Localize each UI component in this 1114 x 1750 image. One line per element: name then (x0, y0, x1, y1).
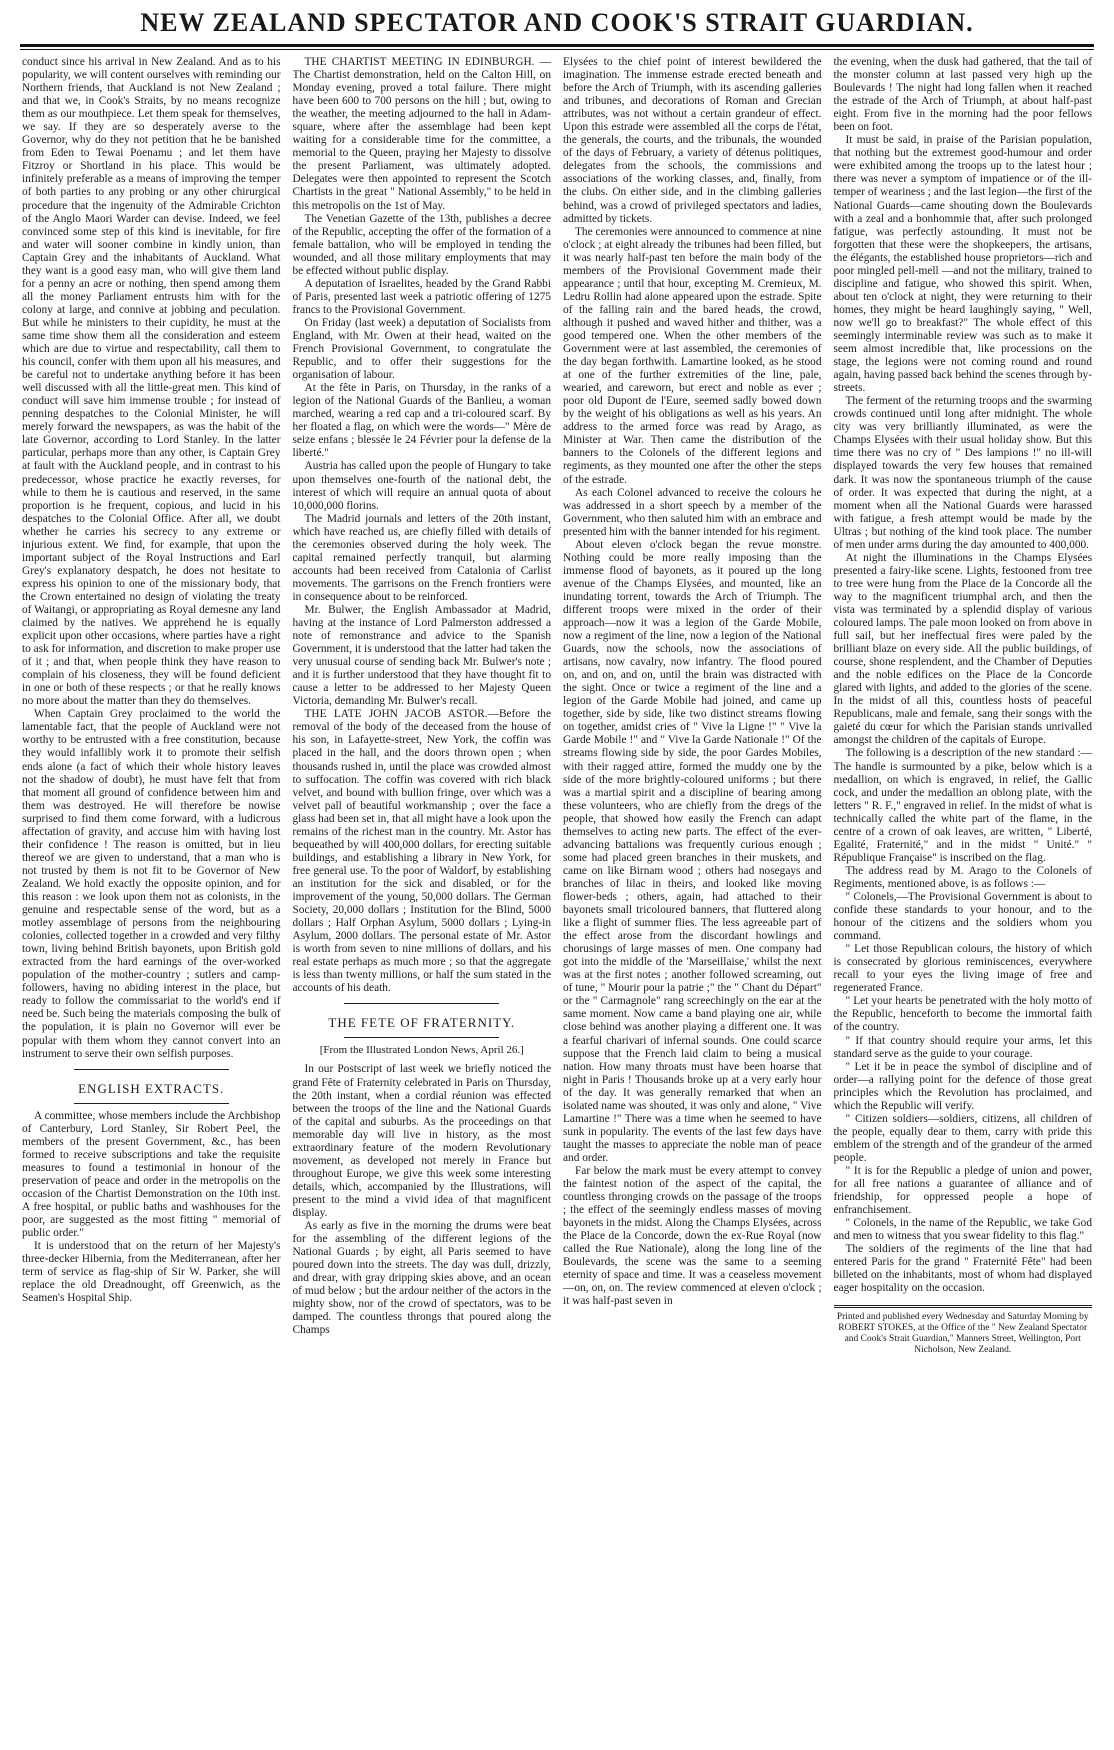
article-paragraph: The soldiers of the regiments of the line that had entered Paris for the grand " Fraternité Fête" had been billeted on the inhabitants, most of whom had displayed eager hospitality on the occasion. (833, 1243, 1092, 1295)
article-paragraph: " Colonels, in the name of the Republic, we take God and men to witness that you swear fidelity to this flag." (833, 1217, 1092, 1243)
masthead-rule-thick (20, 44, 1094, 47)
article-paragraph: The address read by M. Arago to the Colonels of Regiments, mentioned above, is as follows :— (833, 864, 1092, 890)
section-heading-english-extracts: ENGLISH EXTRACTS. (78, 1080, 225, 1096)
article-paragraph: A committee, whose members include the Archbishop of Canterbury, Lord Stanley, Sir Robert Peel, the members of the present Government, &c., has been formed to receive subscriptions and take the requisite measures to found a testimonial in honour of the preservation of peace and order in the metropolis on the occasion of the Chartist Demonstration on the 10th inst. A free hospital, or public baths and washhouses for the poor, are suggested as the most fitting " memorial of public order." (22, 1109, 281, 1240)
article-paragraph: On Friday (last week) a deputation of Socialists from England, with Mr. Owen at their head, waited on the French Provisional Government, to congratulate the Republic, and to offer their suggestions for the organisation of labour. (292, 316, 551, 382)
page-columns (22, 56, 1092, 1744)
article-paragraph: In our Postscript of last week we briefly noticed the grand Fête of Fraternity celebrated in Paris on Thursday, the 20th instant, when a cordial réunion was effected between the troops of the line and the National Guards of the capital and suburbs. As the proceedings on that memorable day will live in history, as the most extraordinary feature of the modern Revolutionary movement, as developed not merely in France but throughout Europe, we give this week some interesting details, which, accompanied by the Illustrations, will present to the mind a vivid idea of that magnificent display. (292, 1063, 551, 1219)
column-3 (563, 56, 822, 1744)
article-paragraph: " Let those Republican colours, the history of which is consecrated by glorious reminiscences, everywhere recall to your eyes the living image of free and regenerated France. (833, 943, 1092, 995)
article-paragraph: Elysées to the chief point of interest bewildered the imagination. The immense estrade erected beneath and before the Arch of Triumph, with its ascending galleries and tribunes, and decorations of Roman and Grecian attributes, was not without a certain grandeur of effect. Upon this estrade were assembled all the corps de l'état, the generals, the courts, and the tribunals, the wounded of the days of February, a variety of détenus politiques, delegates from the schools, the commissions and associations of the working classes, and, finally, from the clubs. On either side, and in the climbing galleries behind, was a crowd of privileged spectators and ladies, admitted by tickets. (563, 56, 822, 225)
article-paragraph: The ceremonies were announced to commence at nine o'clock ; at eight already the tribunes had been filled, but it was nearly half-past ten before the main body of the members of the Provisional Government made their appearance ; until that hour, excepting M. Cremieux, M. Ledru Rollin had alone appeared upon the estrade. Spite of the falling rain and the bared heads, the crowd, although it pushed and waved hither and thither, was a good tempered one. When the other members of the Government were at last assembled, the ceremonies of the day began forthwith. Lamartine looked, as he stood at one of the further extremities of the line, pale, wearied, and careworn, but erect and noble as ever ; poor old Dupont de l'Eure, seemed sadly bowed down by the weight of his obligations as well as his years. An address to the armed force was read by Arago, as Minister at War. Then came the distribution of the banners to the Colonels of the different legions and regiments, as they mounted one after the other the steps of the estrade. (563, 225, 822, 486)
masthead (20, 6, 1094, 46)
article-paragraph: the evening, when the dusk had gathered, that the tail of the monster column at last passed very high up the Boulevards ! The night had long fallen when it reached the estrade of the Arch of Triumph, at about half-past eight. From five in the morning had the poor fellows been on foot. (833, 56, 1092, 134)
article-paragraph: " Let it be in peace the symbol of discipline and of order—a rallying point for the defence of those great principles which the Revolution has proclaimed, and which the Republic will verify. (833, 1060, 1092, 1112)
article-paragraph: " Colonels,—The Provisional Government is about to confide these standards to your honour, and to the honour of the citizens and the soldiers whom you command. (833, 891, 1092, 943)
section-heading-fete-of-fraternity: THE FETE OF FRATERNITY. (328, 1015, 516, 1031)
article-paragraph: Far below the mark must be every attempt to convey the faintest notion of the aspect of the capital, the countless thronging crowds on the passage of the troops ; the effect of the seemingly endless masses of moving bayonets in the midst. Along the Champs Elysées, across the Place de la Concorde, down the ex-Rue Royal (now called the Rue Nationale), along the long line of the Boulevards, the scene was the same to a seeming eternity of space and time. It was a ceaseless movement—on, on, on. The review commenced at eleven o'clock ; it was half-past seven in (563, 1164, 822, 1308)
column-1 (22, 56, 281, 1744)
section-divider (344, 1037, 499, 1038)
article-paragraph: conduct since his arrival in New Zealand. And as to his popularity, we will content ourselves with reminding our Northern friends, that Auckland is not New Zealand ; and that we, in Cook's Straits, by no means recognize them as our mouthpiece. Let them speak for themselves, we say. If they are so desperately averse to the Governor, why do they not petition that he be banished from Eden to Tewai Poenamu ; and let them have Fitzroy or Shortland in his place. This would be infinitely preferable as a means of improving the temper of both parties to any probing or any other chirurgical procedure that the ingenuity of the Admirable Crichton of the Anglo Maori Warder can devise. Indeed, we feel convinced some step of this kind is inevitable, for fire and water will sooner combine in kindly union, than Captain Grey and the inhabitants of Auckland. What they want is a good easy man, who will give them land for a penny an acre or nothing, then spend among them all the money Parliament entrusts him with for the colony at large, and connive at jobbing and peculation. But while he ministers to their cupidity, he must at the same time show them all the consideration and esteem which are due to virtue and respectability, call them to his council, confer with them upon all his measures, and be careful not to undertake anything before it has been well discussed with all the little-great men. This kind of conduct will save him immense trouble ; for instead of penning despatches to the Colonial Minister, he will merely forward the newspapers, as was the habit of the late Governor, according to Lord Stanley. In the latter particular, perhaps more than any other, is Captain Grey at fault with the Auckland people, and in contrast to his predecessor, whose practice he exactly reverses, for while to them he is cautious and reserved, in the same proportion is he frequent, copious, and lucid in his despatches to the Colonial Office. After all, we doubt whether he carries his secrecy to any extreme or injurious extent. We find, for example, that upon the important subject of the Royal Instructions and Earl Grey's explanatory despatch, he does not hesitate to express his opinion to one of the missionary body, that the Crown entertained no design of violating the treaty of Waitangi, or appropriating as Royal demesne any land claimed by the natives. We apprehend he is equally explicit upon other occasions, where parties have a right to ask for information, and discretion to make proper use of it ; and that, when people think they have reason to complain of his closeness, they will be found deficient in one or both of these respects ; or that he really knows no more about the matter than they do themselves. (22, 56, 281, 708)
newspaper-title: NEW ZEALAND SPECTATOR AND COOK'S STRAIT GUARDIAN. (140, 8, 974, 37)
article-paragraph: It is understood that on the return of her Majesty's three-decker Hibernia, from the Mediterranean, after her term of service as flag-ship of Sir W. Parker, she will replace the old Dreadnought, off Greenwich, as the Seamen's Hospital Ship. (22, 1240, 281, 1305)
column-2 (293, 56, 552, 1744)
article-paragraph: The following is a description of the new standard :—The handle is surmounted by a pike, below which is a medallion, on which is engraved, in relief, the Gallic cock, and under the medallion an oblong plate, with the letters " R. F.," engraved in relief. In the midst of what is technically called the white part of the flame, in the centre of a crown of oak leaves, are written, " Liberté, Egalité, Fraternité," and in the midst " Unité." " République Française" is inscribed on the flag. (833, 747, 1092, 864)
article-paragraph: Austria has called upon the people of Hungary to take upon themselves one-fourth of the national debt, the interest of which will require an annual quota of about 10,000,000 florins. (292, 460, 551, 512)
article-paragraph: It must be said, in praise of the Parisian population, that nothing but the extremest good-humour and order were exhibited among the troops up to the latest hour ; there was never a symptom of impatience or of the ill-temper of weariness ; and the last legion—the first of the National Guards—came shouting down the Boulevards with a zeal and a bonhommie that, after such prolonged fatigue, was perfectly astounding. It must not be forgotten that these were the shopkeepers, the artisans, the élégants, the established house proprietors—rich and poor mingled pell-mell —and not the military, trained to discipline and fatigue, who showed this spirit. When, about ten o'clock at night, they were returning to their homes, they might be heard laughingly saying, " Well, now we'll go to breakfast?" The whole effect of this seemingly interminable review was such as to make it seem almost incredible that, like processions on the stage, the legions were not coming round and round again, having passed back behind the scenes through by-streets. (833, 134, 1092, 395)
article-paragraph: About eleven o'clock began the revue monstre. Nothing could be more really imposing than the immense flood of bayonets, as it poured up the long avenue of the Champs Elysées, and mounted, like an inundating torrent, towards the Arch of Triumph. The different troops were mixed in the order of their approach—now it was a legion of the Garde Mobile, now a regiment of the line, now a legion of the National Guards, now the schools, now the associations of artisans, now cavalry, now infantry. The flood poured on, and on, and on, until the brain was distracted with the sight. Once or twice a regiment of the line and a legion of the Garde Mobile had joined, and came up together, side by side, like two distinct streams flowing on together, amidst cries of " Vive la Ligne !" " Vive la Garde Mobile !" and " Vive la Garde Nationale !" Of the streams flowing side by side, the poor Gardes Mobiles, with their ragged attire, formed the muddy one by the side of the more brightly-coloured uniforms ; but there was a martial spirit and a discipline of bearing among these volunteers, who are chiefly from the dregs of the people, that showed how easily the French can adapt themselves to acting new parts. The effect of the ever-advancing battalions was frequently curious enough ; some had placed green branches in their muskets, and came on like Birnam wood ; others had nosegays and branches of lilac in theirs, and looked like moving flower-beds ; others, again, had attached to their bayonets small tricoloured banners, that fluttered along like a flight of summer flies. The less agreeable part of the effect arose from the discordant howlings and chorusings of large masses of men. One company had got into the middle of the 'Marseillaise,' whilst the next was at the first notes ; another followed screaming, out of tune, " Mourir pour la patrie ;" the " Chant du Départ" or the " Carmagnole" rang screechingly on the ear at the same moment. Now came a band playing one air, while close behind was another playing a different one. It was a fearful charivari of infernal sounds. One could scarce suppose that the French laid claim to being a musical nation. How many throats must have been hoarse that night in Paris ! Thousands broke up at a very early hour of the day. It was generally remarked that when an isolated name was shouted, it was only and alone, " Vive Lamartine !" There was a time when he seemed to have sunk in popularity. The events of the last few days have taught the masses to appreciate the noble man of peace and order. (563, 538, 822, 1164)
article-paragraph: When Captain Grey proclaimed to the world the lamentable fact, that the people of Auckland were not worthy to be entrusted with a free constitution, because they would infallibly work it to promote their selfish ends alone (a fact of which their whole history leaves not the shadow of doubt), he must have felt that from that moment all ground of confidence between him and them was destroyed. He will therefore be nowise surprised to find them come forward, with a ludicrous affectation of gravity, and accuse him with having lost their confidence ! The reason is omitted, but in lieu thereof we are given to understand, that a man who is not trusted by them is not fit to be Governor of New Zealand. We hold exactly the opposite opinion, and for this reason : we look upon them not as colonists, in the genuine and respectable sense of the word, but as a motley assemblage of persons from the neighbouring colonies, collected together in a crowded and very filthy town, living behind British bayonets, upon British gold extracted from the hard earnings of the over-worked population of the mother-country ; sutlers and camp-followers, having no abiding interest in the place, but ready to follow the commissariat to the world's end if need be. Such being the materials composing the bulk of the population, it is plain no Governor will ever be popular with them whom they cannot convert into an instrument to serve their own selfish purposes. (22, 708, 281, 1060)
masthead-rule-thin (20, 49, 1094, 50)
article-paragraph: " Citizen soldiers—soldiers, citizens, all children of the people, equally dear to them, carry with pride this emblem of the strength and of the grandeur of the armed people. (833, 1112, 1092, 1164)
article-paragraph: As early as five in the morning the drums were beat for the assembling of the different legions of the National Guards ; by eight, all Paris seemed to have poured down into the streets. The day was dull, drizzly, and drear, with gray dripping skies above, and an ocean of mud below ; but the ardour neither of the actors in the mighty show, nor of the crowd of spectators, was to be damped. The countless throngs that poured along the Champs (292, 1220, 551, 1337)
section-divider (74, 1103, 229, 1104)
article-paragraph: " It is for the Republic a pledge of union and power, for all free nations a guarantee of alliance and of friendship, for oppressed people a hope of enfranchisement. (833, 1164, 1092, 1217)
article-paragraph: THE CHARTIST MEETING IN EDINBURGH. —The Chartist demonstration, held on the Calton Hill, on Monday evening, proved a total failure. There might have been 600 to 700 persons on the hill ; but, owing to the weather, the meeting adjourned to the hall in Adam-square, where after the assemblage had been kept waiting for a considerable time for the committee, a memorial to the Queen, praying her Majesty to dissolve the present Parliament, was ultimately adopted. Delegates were then appointed to represent the Scotch Chartists in the great " National Assembly," to be held in this metropolis on the 1st of May. (292, 56, 551, 212)
imprint-divider (834, 1305, 1093, 1308)
article-paragraph: A deputation of Israelites, headed by the Grand Rabbi of Paris, presented last week a patriotic offering of 1275 francs to the Provisional Government. (292, 277, 551, 316)
column-4 (834, 56, 1093, 1744)
article-paragraph: The Venetian Gazette of the 13th, publishes a decree of the Republic, accepting the offer of the formation of a female battalion, who will be employed in tending the wounded, and all those military employments that may be effected without public display. (292, 212, 551, 277)
printer-imprint: Printed and published every Wednesday and Saturday Morning by ROBERT STOKES, at the Office of the " New Zealand Spectator and Cook's Strait Guardian," Manners Street, Wellington, Port Nicholson, New Zealand. (836, 1312, 1089, 1356)
article-paragraph: At night the illuminations in the Champs Elysées presented a fairy-like scene. Lights, festooned from tree to tree were hung from the Place de la Concorde all the way to the magnificent triumphal arch, and then the vista was terminated by a splendid display of various coloured lamps. The pale moon looked on from above in full sail, but her ineffectual fires were paled by the brilliant blaze on every side. All the public buildings, of course, shone resplendent, and the Chamber of Deputies and the noble edifices on the Place de la Concorde glared with lights, and added to the glories of the scene. In the midst of all this, countless hosts of peaceful Republicans, male and female, sang their songs with the gaieté du cœur for which the Parisian stands unrivalled amongst the children of the capitals of Europe. (833, 551, 1092, 747)
article-paragraph: The Madrid journals and letters of the 20th instant, which have reached us, are chiefly filled with details of the ceremonies observed during the holy week. The capital remained perfectly tranquil, but alarming accounts had been received from Catalonia of Carlist movements. The garrisons on the French frontiers were in consequence about to be reinforced. (292, 512, 551, 603)
article-source-line: [From the Illustrated London News, April 26.] (319, 1044, 524, 1057)
article-paragraph: Mr. Bulwer, the English Ambassador at Madrid, having at the instance of Lord Palmerston addressed a note of remonstrance and advice to the Spanish Government, it is understood that the latter had taken the very unusual course of sending back Mr. Bulwer's note ; and it is further understood that they have thought fit to cause a letter to be addressed to her Majesty Queen Victoria, demanding Mr. Bulwer's recall. (292, 603, 551, 708)
article-paragraph: THE LATE JOHN JACOB ASTOR.—Before the removal of the body of the deceased from the house of his son, in Lafayette-street, New York, the coffin was placed in the hall, and the doors thrown open ; when thousands rushed in, until the place was crowded almost to suffocation. The coffin was covered with rich black velvet, and bound with bullion fringe, over which was a velvet pall of beautiful workmanship ; over the face a glass had been set in, that all might have a look upon the remains of the richest man in the country. Mr. Astor has bequeathed by will 400,000 dollars, for erecting suitable buildings, and establishing a library in New York, for free general use. To the poor of Waldorf, by establishing an institution for the sick and disabled, or for the improvement of the young, 50,000 dollars. The German Society, 20,000 dollars ; Institution for the Blind, 5000 dollars ; Half Orphan Asylum, 5000 dollars ; Lying-in Asylum, 2000 dollars. The personal estate of Mr. Astor is worth from seven to nine millions of dollars, and his real estate perhaps as much more ; so that the aggregate is less than twenty millions, or half the sum stated in the accounts of his death. (292, 708, 551, 995)
article-paragraph: As each Colonel advanced to receive the colours he was addressed in a short speech by a member of the Government, who then saluted him with an embrace and presented him with the banner intended for his regiment. (563, 486, 822, 538)
article-paragraph: At the fête in Paris, on Thursday, in the ranks of a legion of the National Guards of the Banlieu, a woman marched, wearing a red cap and a tri-coloured scarf. By her floated a flag, on which were the words—" Mère de seize enfans ; blessée le 24 Février pour la defense de la liberté." (292, 382, 551, 460)
section-divider (74, 1069, 229, 1070)
section-divider (344, 1003, 499, 1004)
article-paragraph: " If that country should require your arms, let this standard serve as the guide to your courage. (833, 1034, 1092, 1060)
article-paragraph: The ferment of the returning troops and the swarming crowds continued until long after midnight. The whole city was very brilliantly illuminated, as were the Champs Elysées with their usual holiday show. But this time there was no cry of " Des lampions !" no ill-will displayed towards the very few houses that remained dark. It was now the spontaneous triumph of the cause of order. It was expected that during the night, at a moment when all the National Guards were harassed with fatigue, a fresh attempt would be made by the Ultras ; but nothing of the kind took place. The number of men under arms during the day amounted to 400,000. (833, 395, 1092, 551)
article-paragraph: " Let your hearts be penetrated with the holy motto of the Republic, henceforth to become the immortal faith of the country. (833, 995, 1092, 1034)
